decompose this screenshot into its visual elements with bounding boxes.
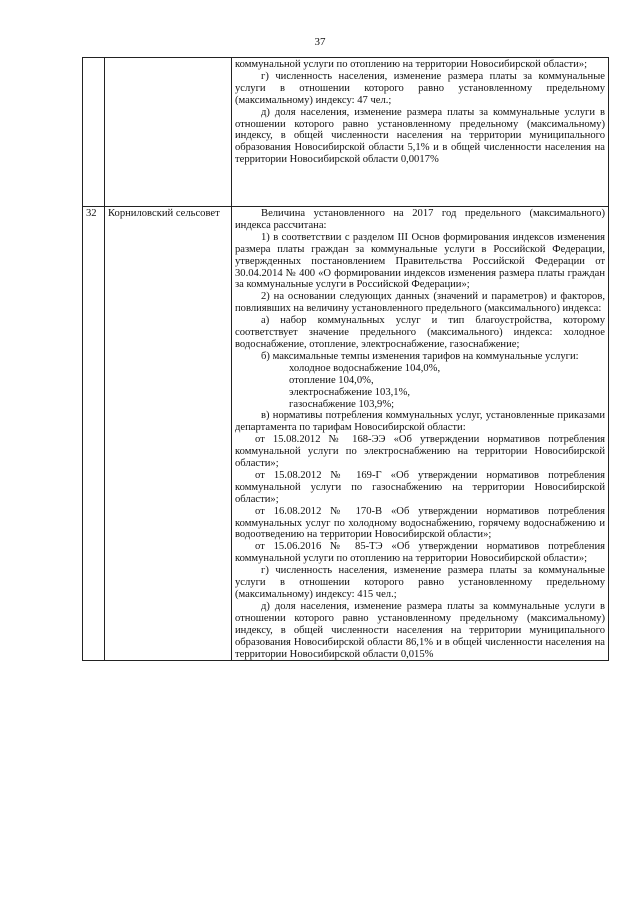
norms-heading: в) нормативы потребления коммунальных услуг, установленные приказами департамента по тарифам Новосибирской области: <box>235 410 605 434</box>
table-row <box>83 207 609 661</box>
tariff-rate-line: отопление 104,0%, <box>289 374 374 386</box>
population-count-text: г) численность населения, изменение размера платы за коммунальные услуги в отношении которого равно установленному предельному (максимальному) индексу: 415 чел.; <box>235 565 605 600</box>
tariff-rate-line: газоснабжение 103,9%; <box>289 398 395 410</box>
services-set-text: а) набор коммунальных услуг и тип благоустройства, которому соответствует значение предельного (максимального) индекса: холодное водоснабжение, отопление, электроснабжение, газоснабжение; <box>235 315 605 350</box>
rationale-cell <box>232 58 609 207</box>
page-number: 37 <box>314 36 326 48</box>
table-row <box>83 58 609 207</box>
order-item: от 16.08.2012 № 170-В «Об утверждении нормативов потребления коммунальных услуг по холодному водоснабжению, горячему водоснабжению и водоотведению на территории Новосибирской области»; <box>235 505 605 541</box>
continuation-text: коммунальной услуги по отоплению на территории Новосибирской области»; <box>235 59 588 70</box>
order-item: от 15.08.2012 № 169-Г «Об утверждении нормативов потребления коммунальной услуги по газоснабжению на территории Новосибирской области»; <box>235 469 605 505</box>
tariff-rate-line: электроснабжение 103,1%, <box>289 386 411 398</box>
row-number-cell <box>83 58 105 207</box>
order-item: от 15.08.2012 № 168-ЭЭ «Об утверждении нормативов потребления коммунальной услуги по электроснабжению на территории Новосибирской области»; <box>235 434 605 470</box>
municipality-name-cell: Корниловский сельсовет <box>105 207 232 661</box>
municipality-name-cell <box>105 58 232 207</box>
order-item: от 15.06.2016 № 85-ТЭ «Об утверждении нормативов потребления коммунальной услуги по отоплению на территории Новосибирской области»; <box>235 541 605 565</box>
basis-clause-1: 1) в соответствии с разделом III Основ формирования индексов изменения размера платы граждан за коммунальные услуги в Российской Федерации, утвержденных постановлением Правительства Российской Федерации от 30.04.2014 № 400 «О формировании индексов изменения размера платы граждан за коммунальные услуги в Российской Федерации»; <box>235 231 605 291</box>
municipality-index-table <box>82 57 609 661</box>
population-share-text: д) доля населения, изменение размера платы за коммунальные услуги в отношении которого равно установленному предельному (максимальному) индексу, в общей численности населения на территории муниципального образования Новосибирской области 5,1% и в общей численности населения на территории Новосибирской области 0,0017% <box>235 106 605 166</box>
intro-text: Величина установленного на 2017 год предельного (максимального) индекса рассчитана: <box>235 208 605 231</box>
tariff-rate-line: холодное водоснабжение 104,0%, <box>289 362 441 374</box>
rationale-cell <box>232 207 609 661</box>
tariff-rates-heading: б) максимальные темпы изменения тарифов на коммунальные услуги: <box>261 350 579 362</box>
row-number-cell: 32 <box>83 207 105 661</box>
basis-clause-2: 2) на основании следующих данных (значений и параметров) и факторов, повлиявших на величину установленного предельного (максимального) индекса: <box>235 291 605 315</box>
population-share-text: д) доля населения, изменение размера платы за коммунальные услуги в отношении которого равно установленному предельному (максимальному) индексу, в общей численности населения на территории муниципального образования Новосибирской области 86,1% и в общей численности населения на территории Новосибирской области 0,015% <box>235 600 605 660</box>
population-count-text: г) численность населения, изменение размера платы за коммунальные услуги в отношении которого равно установленному предельному (максимальному) индексу: 47 чел.; <box>235 70 605 106</box>
